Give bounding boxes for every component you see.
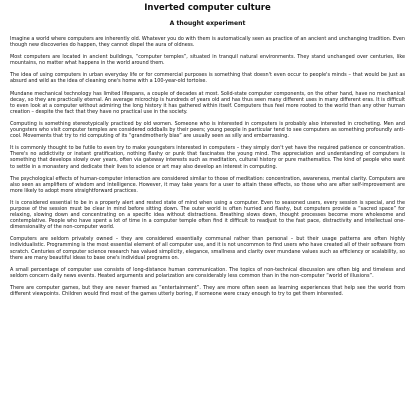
paragraph: Computing is something stereotypically practiced by old women. Someone who is interested in computers is probably also interested in crocheting. Men and youngsters who visit computer temples are considered oddballs by their peers; young people in particular tend to see computers as something profoundly anti-cool. Movements that try to rid computing of its “grandmotherly bias” are usually seen as silly and embarrassing. [10,120,405,140]
article-body [10,36,405,297]
paragraph: The idea of using computers in urban everyday life or for commercial purposes is something that doesn't even occur to people's minds – that would be just as absurd and wild as the idea of cleaning one's home with a 100-year-old tortoise. [10,72,405,85]
paragraph: A small percentage of computer use consists of long-distance human communication. The topics of non-technical discussion are often big and timeless and seldom concern daily news events. Heated arguments and polarization are considerably less common than in the non-computer “world of illusions”. [10,266,405,279]
paragraph: The psychological effects of human-computer interaction are considered similar to those of meditation: concentration, awareness, mental clarity. Computers are also seen as amplifiers of wisdom and intelligence. However, it may take years for a user to attain these effects, so those who are after self-improvement are more likely to adopt more straightforward practices. [10,175,405,194]
paragraph: Imagine a world where computers are inherently old. Whatever you do with them is automatically seen as practice of an ancient and unchanging tradition. Even though new discoveries do happen, they cannot dispel the aura of oldness. [10,36,405,49]
paragraph: It is commonly thought to be futile to even try to make youngsters interested in computers – they simply don't yet have the required patience or concentration. There's no addictivity or instant gratification, nothing flashy or punk that fascinates the young mind. The appreciation and understanding of computers is something that develops slowly over years, often via gateway interests such as meditation, cultural history or pure mathematics. The kind of people who want to settle in a monastery and dedicate their lives to science or art may also develop an interest in computing. [10,145,405,170]
paragraph: Mundane mechanical technology has limited lifespans, a couple of decades at most. Solid-state computer components, on the other hand, have no mechanical decay, so they are practically eternal. An average microchip is hundreds of years old and has thus seen many different uses in many different eras. It is difficult to even look at a computer without admiring the long history it has gathered within itself. Computers thus feel more rooted to the world than any other human creation – despite the fact that they have no practical use in the society. [10,90,405,115]
article-title: Inverted computer culture [144,3,271,13]
paragraph: Computers are seldom privately owned – they are considered essentially communal rather than personal – but their usage patterns are often highly individualistic. Programming is the most essential element of all computer use, and it is not uncommon to find users who have created all of their software from scratch. Centuries of computer science research has valued simplicity, elegance, smallness and clarity over mundane values such as efficiency or scalability, so there are many beautiful ideas to base one's individual programs on. [10,236,405,261]
paragraph: Most computers are located in ancient buildings, “computer temples”, situated in tranquil natural environments. They stand unchanged over centuries, like mountains, no matter what happens in the world around them. [10,54,405,67]
paragraph: It is considered essential to be in a properly alert and rested state of mind when using a computer. Even to seasoned users, every session is special, and the purpose of the session must be clear in mind before sitting down. The outer world is often hurried and flashy, but computers provide a “sacred space” for relaxing, slowing down and concentrating on a specific idea without distractions. Breathing slows down, thought processes become more wholesome and contemplative. People who have spent a lot of time in a computer temple often find it difficult to readjust to the fast pace, distractivity and intellectual one-dimensionality of the non-computer world. [10,199,405,231]
article-subtitle: A thought experiment [169,20,246,27]
paragraph: There are computer games, but they are never framed as “entertainment”. They are more often seen as learning experiences that help see the world from different viewpoints. Children would find most of the games utterly boring, if someone were crazy enough to try to get them interested. [10,284,405,297]
